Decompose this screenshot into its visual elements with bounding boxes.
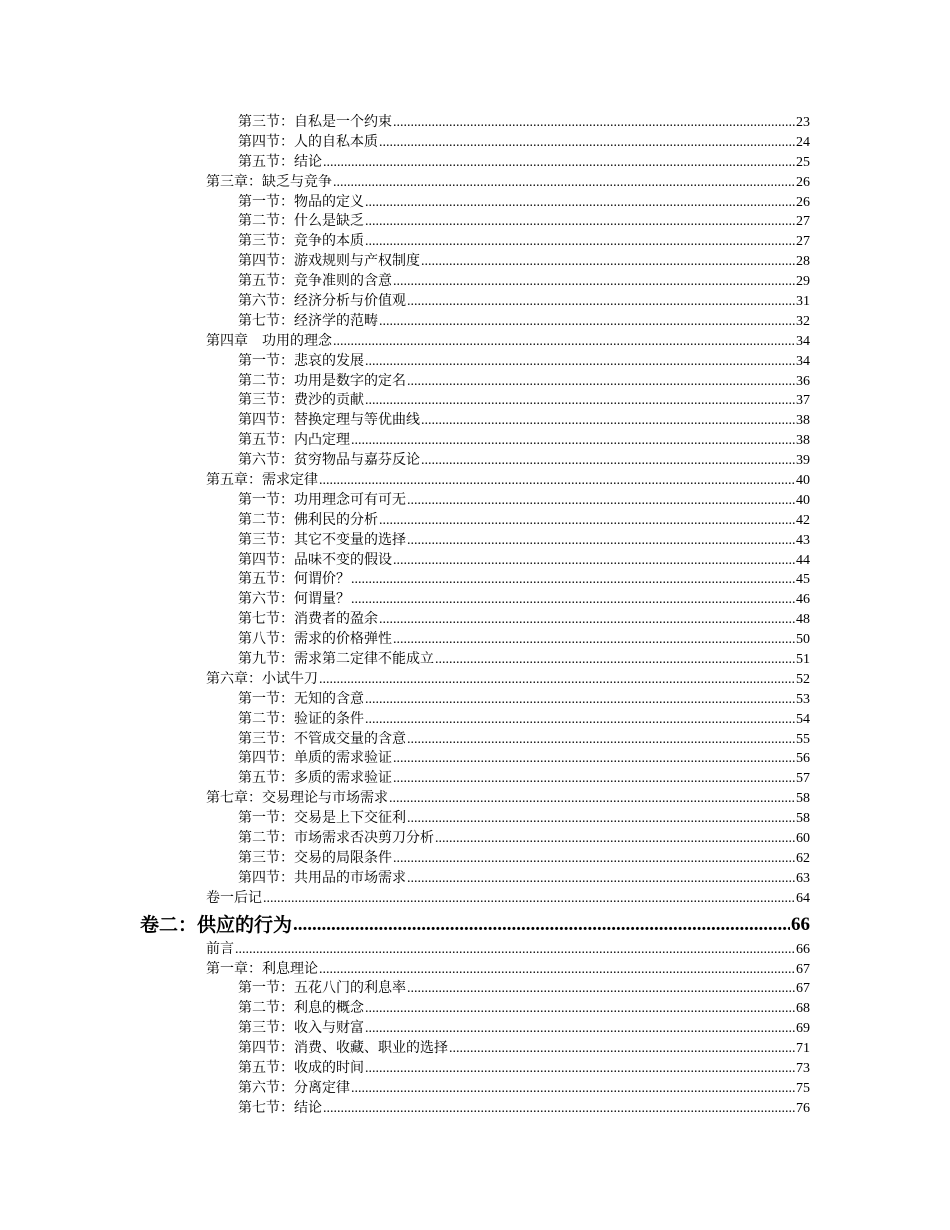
dot-leader [379,312,795,332]
toc-entry-page-number: 67 [796,961,810,977]
toc-entry-section[interactable] [238,750,810,770]
toc-entry-label: 第五节：内凸定理 [238,432,350,449]
toc-entry-label: 第六节：经济分析与价值观 [238,293,406,309]
toc-entry-section[interactable] [238,292,810,312]
toc-entry-label: 第九节：需求第二定律不能成立 [238,651,434,668]
toc-entry-label: 第一节：功用理念可有可无 [238,491,406,508]
toc-entry-section[interactable] [238,372,810,392]
toc-entry-section[interactable] [238,551,810,571]
toc-entry-page-number: 39 [796,453,810,469]
toc-entry-label: 第二节：利息的概念 [238,1000,364,1017]
toc-entry-label: 第四节：消费、收藏、职业的选择 [238,1040,448,1057]
toc-entry-label: 第四节：替换定理与等优曲线 [238,412,420,429]
toc-entry-label: 前言 [206,940,234,957]
toc-entry-page-number: 44 [796,552,810,568]
dot-leader [351,590,795,610]
dot-leader [323,1099,795,1119]
dot-leader [421,252,795,272]
dot-leader [319,471,795,491]
toc-entry-chapter[interactable] [206,960,810,980]
toc-entry-section[interactable] [238,1099,810,1119]
dot-leader [365,1019,795,1039]
dot-leader [351,1079,795,1099]
dot-leader [365,212,795,232]
toc-entry-section[interactable] [238,730,810,750]
toc-entry-label: 第一节：五花八门的利息率 [238,980,406,997]
toc-entry-label: 第四节：品味不变的假设 [238,551,392,568]
dot-leader [263,889,795,909]
dot-leader [293,911,790,939]
toc-entry-page-number: 32 [796,313,810,329]
toc-entry-label: 第六节：何谓量？ [238,591,350,608]
table-of-contents [0,113,950,1119]
toc-entry-page-number: 45 [796,572,810,588]
dot-leader [435,829,795,849]
dot-leader [407,292,795,312]
dot-leader [421,411,795,431]
toc-entry-label: 第三节：不管成交量的含意 [238,730,406,747]
dot-leader [407,869,795,889]
toc-entry-chapter[interactable] [206,940,810,960]
toc-entry-section[interactable] [238,312,810,332]
toc-entry-chapter[interactable] [206,789,810,809]
toc-entry-section[interactable] [238,133,810,153]
toc-entry-page-number: 52 [796,671,810,687]
toc-entry-page-number: 71 [796,1041,810,1057]
toc-entry-label: 第五节：何谓价？ [238,571,350,588]
toc-entry-label: 第一节：无知的含意 [238,690,364,707]
toc-entry-page-number: 68 [796,1001,810,1017]
toc-entry-page-number: 34 [796,333,810,349]
toc-entry-page-number: 63 [796,870,810,886]
toc-entry-section[interactable] [238,391,810,411]
dot-leader [365,999,795,1019]
dot-leader [389,789,795,809]
dot-leader [407,372,795,392]
toc-entry-section[interactable] [238,352,810,372]
toc-entry-page-number: 34 [796,353,810,369]
toc-entry-label: 第七节：消费者的盈余 [238,611,378,628]
dot-leader [379,511,795,531]
dot-leader [319,960,795,980]
toc-entry-page-number: 67 [796,981,810,997]
toc-entry-section[interactable] [238,849,810,869]
dot-leader [351,431,795,451]
toc-entry-page-number: 69 [796,1021,810,1037]
toc-entry-section[interactable] [238,193,810,213]
toc-entry-page-number: 25 [796,154,810,170]
dot-leader [365,391,795,411]
dot-leader [379,610,795,630]
toc-entry-page-number: 51 [796,652,810,668]
toc-entry-label: 第四节：人的自私本质 [238,133,378,150]
dot-leader [393,113,795,133]
toc-entry-label: 第三节：费沙的贡献 [238,392,364,409]
toc-entry-section[interactable] [238,590,810,610]
toc-entry-page-number: 64 [796,890,810,906]
toc-entry-page-number: 58 [796,791,810,807]
toc-entry-page-number: 36 [796,373,810,389]
toc-entry-chapter[interactable] [206,471,810,491]
toc-entry-chapter[interactable] [206,173,810,193]
toc-entry-label: 第一节：物品的定义 [238,193,364,210]
dot-leader [407,491,795,511]
toc-entry-section[interactable] [238,829,810,849]
dot-leader [449,1039,795,1059]
toc-entry-section[interactable] [238,769,810,789]
dot-leader [365,352,795,372]
toc-entry-section[interactable] [238,869,810,889]
dot-leader [393,750,795,770]
dot-leader [333,173,795,193]
dot-leader [365,193,795,213]
toc-entry-label: 第五章：需求定律 [206,472,318,489]
toc-entry-label: 第五节：多质的需求验证 [238,770,392,787]
toc-entry-page-number: 48 [796,612,810,628]
toc-entry-section[interactable] [238,531,810,551]
toc-entry-label: 第四节：共用品的市场需求 [238,869,406,886]
toc-entry-label: 第五节：结论 [238,153,322,170]
dot-leader [393,630,795,650]
toc-entry-label: 第一章：利息理论 [206,960,318,977]
toc-entry-section[interactable] [238,630,810,650]
toc-entry-page-number: 76 [796,1100,810,1116]
toc-entry-page-number: 23 [796,114,810,130]
toc-entry-chapter[interactable] [206,670,810,690]
toc-entry-section[interactable] [238,650,810,670]
toc-entry-section[interactable] [238,451,810,471]
dot-leader [407,979,795,999]
toc-entry-label: 第三章：缺乏与竞争 [206,173,332,190]
toc-entry-section[interactable] [238,690,810,710]
toc-entry-page-number: 38 [796,433,810,449]
toc-entry-section[interactable] [238,252,810,272]
dot-leader [435,650,795,670]
toc-entry-chapter[interactable] [206,889,810,909]
dot-leader [333,332,795,352]
toc-entry-page-number: 53 [796,691,810,707]
dot-leader [407,730,795,750]
toc-entry-section[interactable] [238,1059,810,1079]
dot-leader [365,232,795,252]
toc-entry-page-number: 37 [796,393,810,409]
dot-leader [407,531,795,551]
toc-entry-label: 第三节：其它不变量的选择 [238,531,406,548]
toc-entry-label: 第四节：游戏规则与产权制度 [238,253,420,270]
toc-entry-page-number: 66 [791,913,810,935]
toc-entry-label: 卷一后记 [206,889,262,906]
toc-entry-page-number: 27 [796,214,810,230]
toc-entry-label: 第五节：收成的时间 [238,1059,364,1076]
toc-entry-label: 第一节：交易是上下交征利 [238,810,406,827]
toc-entry-section[interactable] [238,710,810,730]
toc-entry-label: 第一节：悲哀的发展 [238,352,364,369]
toc-entry-page-number: 40 [796,473,810,489]
dot-leader [393,769,795,789]
toc-entry-page-number: 55 [796,731,810,747]
dot-leader [393,551,795,571]
toc-entry-section[interactable] [238,511,810,531]
toc-entry-page-number: 29 [796,274,810,290]
toc-entry-section[interactable] [238,272,810,292]
toc-entry-page-number: 26 [796,194,810,210]
toc-entry-section[interactable] [238,491,810,511]
toc-entry-label: 第三节：交易的局限条件 [238,849,392,866]
toc-entry-label: 第三节：自私是一个约束 [238,113,392,130]
toc-entry-section[interactable] [238,610,810,630]
toc-entry-label: 第六节：贫穷物品与嘉芬反论 [238,452,420,469]
toc-entry-label: 第二节：市场需求否决剪刀分析 [238,830,434,847]
toc-entry-page-number: 73 [796,1060,810,1076]
toc-entry-page-number: 60 [796,831,810,847]
toc-entry-page-number: 57 [796,771,810,787]
dot-leader [319,670,795,690]
dot-leader [407,809,795,829]
toc-entry-section[interactable] [238,999,810,1019]
toc-entry-page-number: 40 [796,492,810,508]
toc-entry-label: 第二节：什么是缺乏 [238,213,364,230]
toc-entry-section[interactable] [238,212,810,232]
dot-leader [393,849,795,869]
toc-entry-page-number: 54 [796,711,810,727]
toc-entry-section[interactable] [238,1019,810,1039]
toc-entry-label: 第二节：佛利民的分析 [238,511,378,528]
toc-entry-page-number: 66 [796,941,810,957]
toc-entry-page-number: 62 [796,850,810,866]
toc-entry-section[interactable] [238,979,810,999]
dot-leader [323,153,795,173]
toc-entry-page-number: 43 [796,532,810,548]
toc-entry-label: 第六节：分离定律 [238,1079,350,1096]
toc-entry-label: 第七节：经济学的范畴 [238,312,378,329]
toc-entry-label: 第四章 功用的理念 [206,332,332,349]
toc-entry-page-number: 50 [796,632,810,648]
toc-entry-label: 第七章：交易理论与市场需求 [206,790,388,807]
toc-entry-page-number: 75 [796,1080,810,1096]
toc-entry-section[interactable] [238,809,810,829]
dot-leader [351,570,795,590]
dot-leader [393,272,795,292]
toc-entry-label: 第五节：竞争准则的含意 [238,273,392,290]
dot-leader [421,451,795,471]
toc-entry-chapter[interactable] [206,332,810,352]
dot-leader [379,133,795,153]
toc-entry-section[interactable] [238,153,810,173]
toc-entry-section[interactable] [238,570,810,590]
toc-entry-page-number: 58 [796,811,810,827]
toc-entry-label: 第八节：需求的价格弹性 [238,631,392,648]
toc-entry-section[interactable] [238,431,810,451]
toc-entry-label: 第七节：结论 [238,1099,322,1116]
toc-entry-page-number: 27 [796,234,810,250]
toc-entry-label: 第三节：竞争的本质 [238,233,364,250]
toc-entry-label: 第四节：单质的需求验证 [238,750,392,767]
dot-leader [235,940,795,960]
toc-entry-label: 第二节：功用是数字的定名 [238,372,406,389]
toc-entry-page-number: 42 [796,512,810,528]
toc-entry-label: 第六章：小试牛刀 [206,670,318,687]
toc-entry-label: 卷二：供应的行为 [140,913,293,936]
toc-entry-volume[interactable] [140,911,810,939]
toc-entry-label: 第二节：验证的条件 [238,710,364,727]
toc-entry-page-number: 38 [796,413,810,429]
toc-entry-label: 第三节：收入与财富 [238,1020,364,1037]
toc-entry-section[interactable] [238,1039,810,1059]
dot-leader [365,710,795,730]
dot-leader [365,690,795,710]
toc-entry-page-number: 56 [796,751,810,767]
toc-entry-page-number: 26 [796,174,810,190]
toc-entry-section[interactable] [238,1079,810,1099]
toc-entry-page-number: 46 [796,592,810,608]
toc-entry-section[interactable] [238,232,810,252]
toc-entry-page-number: 28 [796,254,810,270]
toc-entry-page-number: 24 [796,134,810,150]
toc-entry-section[interactable] [238,113,810,133]
toc-entry-section[interactable] [238,411,810,431]
toc-entry-page-number: 31 [796,294,810,309]
dot-leader [365,1059,795,1079]
